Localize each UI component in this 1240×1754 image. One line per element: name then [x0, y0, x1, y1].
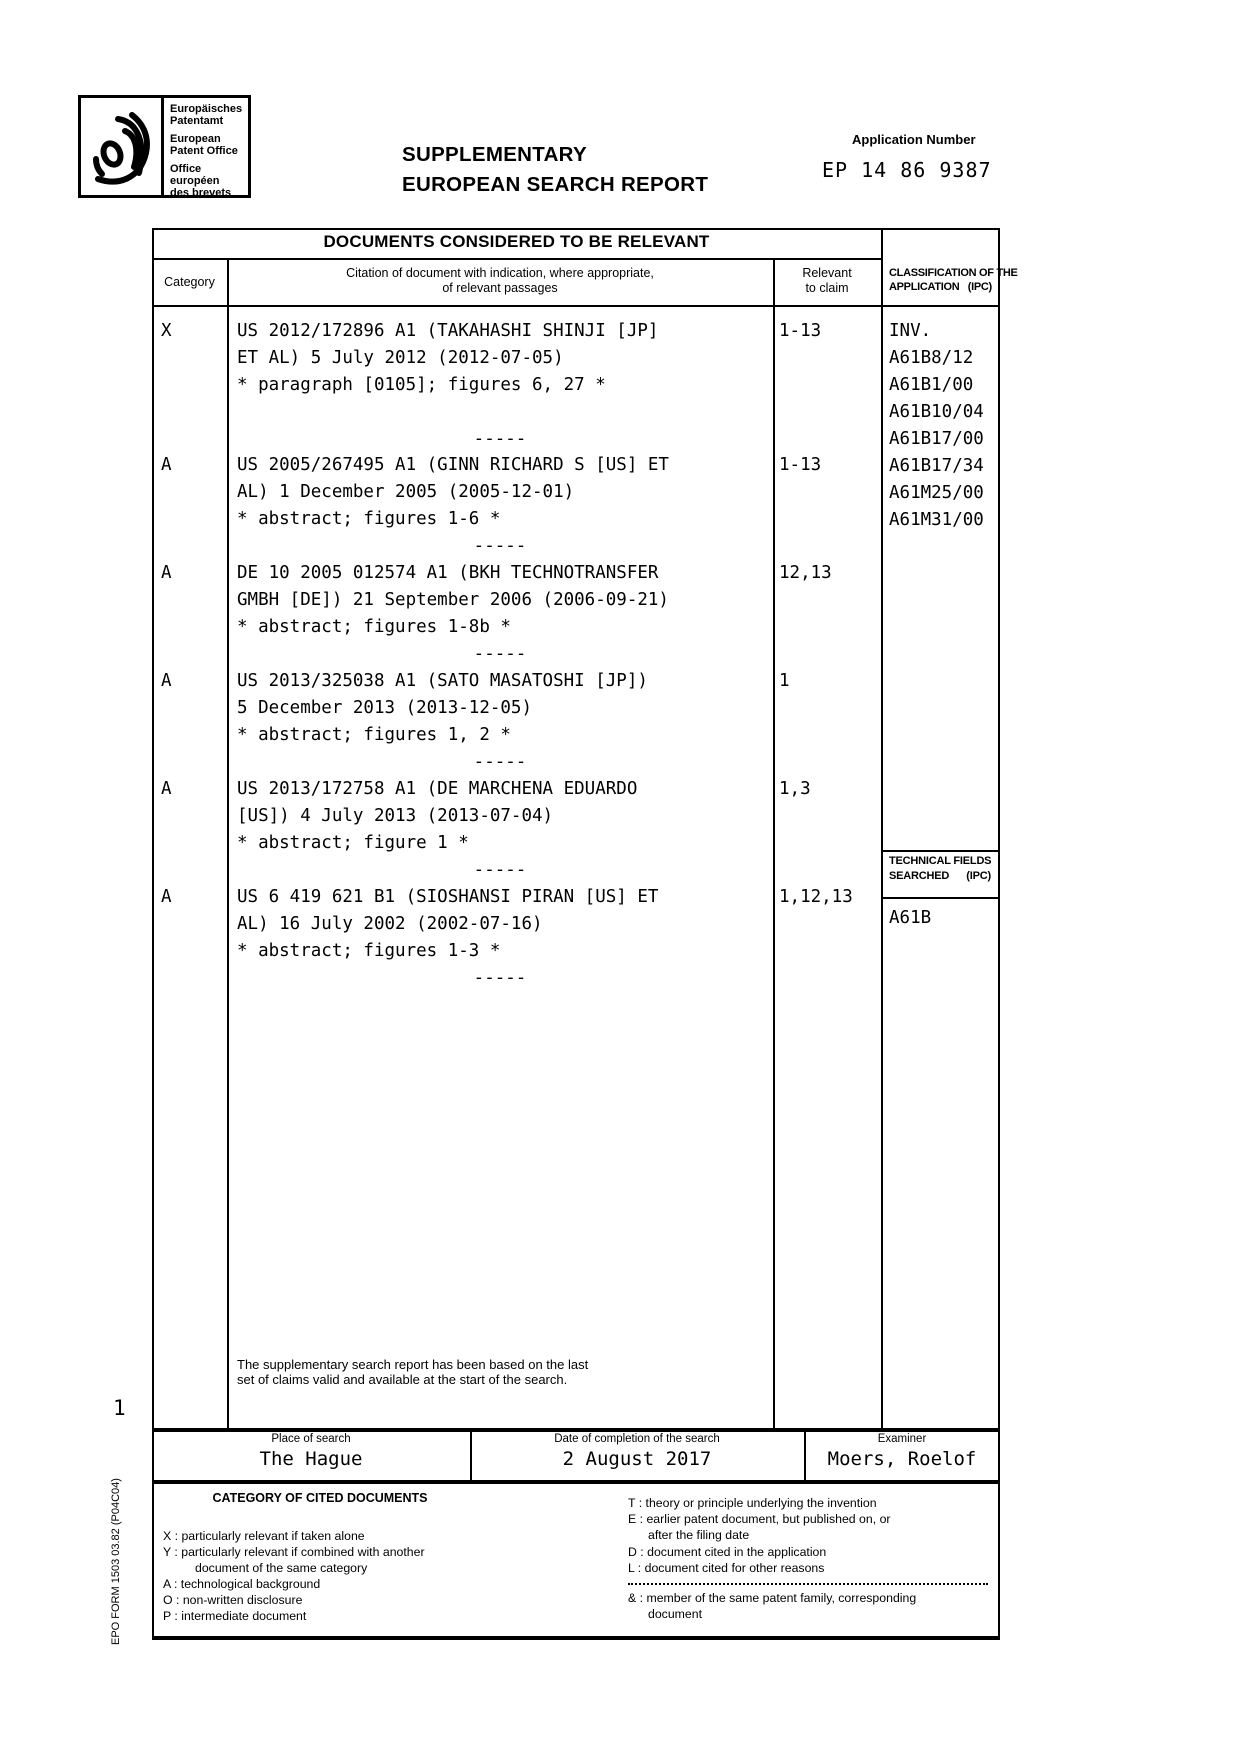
epo-name-french: Office européen des brevets [170, 163, 232, 199]
legend-title: CATEGORY OF CITED DOCUMENTS [212, 1491, 428, 1505]
classification-code: A61B17/00 [889, 429, 984, 449]
row-separator: ----- [473, 752, 527, 772]
date-of-completion-label: Date of completion of the search [554, 1433, 720, 1445]
application-number-label: Application Number [852, 132, 976, 147]
epo-logo-icon [81, 98, 161, 195]
examiner-value: Moers, Roelof [827, 1448, 977, 1470]
citation-line: ET AL) 5 July 2012 (2012-07-05) [237, 348, 564, 368]
row-category: X [161, 321, 172, 341]
classification-column-line [881, 228, 883, 1430]
citation-line: GMBH [DE]) 21 September 2006 (2006-09-21) [237, 590, 669, 610]
legend-item-a: A : technological background [163, 1577, 321, 1591]
legend-item-ampersand: & : member of the same patent family, corresponding [628, 1591, 917, 1605]
citation-line: * paragraph [0105]; figures 6, 27 * [237, 375, 606, 395]
classification-code: A61B17/34 [889, 456, 984, 476]
place-of-search-value: The Hague [259, 1448, 363, 1470]
legend-item-t: T : theory or principle underlying the invention [628, 1496, 877, 1510]
citation-row [152, 668, 881, 778]
row-separator: ----- [473, 536, 527, 556]
citation-row [152, 452, 881, 562]
table-title: DOCUMENTS CONSIDERED TO BE RELEVANT [323, 232, 710, 251]
classification-code: A61B10/04 [889, 402, 984, 422]
header-row-bottom-line [152, 305, 1000, 307]
row-separator: ----- [473, 644, 527, 664]
col-header-classification: CLASSIFICATION OF THE APPLICATION (IPC) [889, 267, 1018, 293]
relevant-to-claim: 1 [779, 671, 790, 691]
search-basis-note: The supplementary search report has been based on the last set of claims valid and available at the start of the search. [237, 1357, 589, 1387]
citation-line: 5 December 2013 (2013-12-05) [237, 698, 533, 718]
title-box-bottom-line [152, 258, 881, 260]
epo-logo-glyph [88, 107, 154, 187]
row-category: A [161, 455, 172, 475]
citation-line: DE 10 2005 012574 A1 (BKH TECHNOTRANSFER [237, 563, 659, 583]
citation-row [152, 776, 881, 886]
citation-line: US 2013/325038 A1 (SATO MASATOSHI [JP]) [237, 671, 648, 691]
col-header-relevant: Relevant to claim [802, 266, 852, 295]
technical-fields-label: TECHNICAL FIELDS SEARCHED (IPC) [889, 855, 992, 882]
report-title-line1: SUPPLEMENTARY [402, 143, 587, 166]
citation-row [152, 318, 881, 449]
row-separator: ----- [473, 968, 527, 988]
row-category: A [161, 887, 172, 907]
classification-code: A61B1/00 [889, 375, 974, 395]
epo-form-id: EPO FORM 1503 03.82 (P04C04) [110, 1478, 122, 1645]
legend-item-p: P : intermediate document [163, 1609, 307, 1623]
legend-item-l: L : document cited for other reasons [628, 1561, 825, 1575]
report-title [402, 140, 708, 200]
citation-line: * abstract; figures 1, 2 * [237, 725, 511, 745]
legend-item-ampersand-continuation: document [648, 1607, 703, 1621]
citation-line: * abstract; figures 1-6 * [237, 509, 501, 529]
examiner-label: Examiner [877, 1433, 927, 1445]
row-category: A [161, 779, 172, 799]
col-header-category: Category [164, 275, 215, 289]
classification-code: A61M31/00 [889, 510, 984, 530]
legend-dotted-divider [628, 1583, 988, 1585]
legend-item-y-continuation: document of the same category [195, 1561, 368, 1575]
citation-line: * abstract; figure 1 * [237, 833, 469, 853]
legend-item-e-continuation: after the filing date [648, 1528, 750, 1542]
legend-item-e: E : earlier patent document, but published on, or [628, 1512, 891, 1526]
citation-line: * abstract; figures 1-8b * [237, 617, 511, 637]
citation-line: US 2013/172758 A1 (DE MARCHENA EDUARDO [237, 779, 638, 799]
epo-name-german: Europäisches Patentamt [170, 103, 243, 127]
row-separator: ----- [473, 429, 527, 449]
relevant-to-claim: 1,3 [779, 779, 811, 799]
citation-line: AL) 1 December 2005 (2005-12-01) [237, 482, 575, 502]
legend-item-x: X : particularly relevant if taken alone [163, 1529, 365, 1543]
technical-fields-code: A61B [889, 908, 932, 928]
citation-line: AL) 16 July 2002 (2002-07-16) [237, 914, 543, 934]
legend-item-o: O : non-written disclosure [163, 1593, 303, 1607]
epo-name-english: European Patent Office [170, 133, 238, 157]
citation-line: * abstract; figures 1-3 * [237, 941, 501, 961]
legend-item-y: Y : particularly relevant if combined with another [163, 1545, 425, 1559]
row-category: A [161, 671, 172, 691]
report-title-line2: EUROPEAN SEARCH REPORT [402, 173, 709, 196]
classification-code: A61M25/00 [889, 483, 984, 503]
citation-row [152, 560, 881, 670]
epo-logo-box [78, 95, 251, 198]
col-header-citation: Citation of document with indication, where appropriate, of relevant passages [346, 266, 654, 295]
citation-line: US 2012/172896 A1 (TAKAHASHI SHINJI [JP] [237, 321, 659, 341]
classification-code: A61B8/12 [889, 348, 974, 368]
page-number: 1 [113, 1396, 126, 1420]
citation-line: [US]) 4 July 2013 (2013-07-04) [237, 806, 554, 826]
classification-code: INV. [889, 321, 932, 341]
row-separator: ----- [473, 860, 527, 880]
place-of-search-label: Place of search [271, 1433, 351, 1445]
citation-line: US 2005/267495 A1 (GINN RICHARD S [US] ET [237, 455, 669, 475]
technical-fields-bottom-line [881, 897, 1000, 899]
citation-line: US 6 419 621 B1 (SIOSHANSI PIRAN [US] ET [237, 887, 659, 907]
application-number-value: EP 14 86 9387 [822, 158, 992, 182]
relevant-to-claim: 1-13 [779, 321, 822, 341]
relevant-to-claim: 1-13 [779, 455, 822, 475]
relevant-to-claim: 12,13 [779, 563, 832, 583]
date-of-completion-value: 2 August 2017 [562, 1448, 712, 1470]
relevant-to-claim: 1,12,13 [779, 887, 853, 907]
legend-item-d: D : document cited in the application [628, 1545, 827, 1559]
technical-fields-top-line [881, 850, 1000, 852]
row-category: A [161, 563, 172, 583]
epo-logo-text [161, 98, 248, 199]
citation-row [152, 884, 881, 994]
